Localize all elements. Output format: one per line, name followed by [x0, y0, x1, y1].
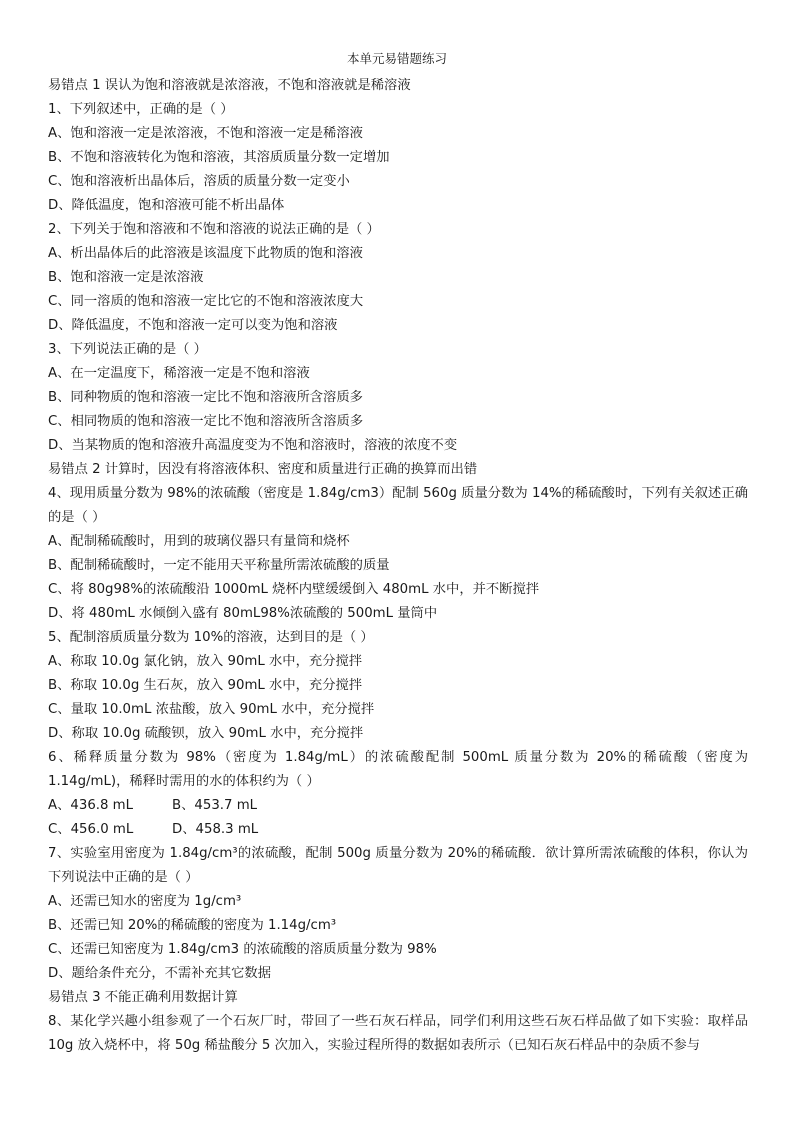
question-4-option-b: B、配制稀硫酸时，一定不能用天平称量所需浓硫酸的质量 — [48, 558, 390, 573]
question-1-option-d: D、降低温度，饱和溶液可能不析出晶体 — [48, 198, 285, 213]
question-4-option-a: A、配制稀硫酸时，用到的玻璃仪器只有量筒和烧杯 — [48, 534, 350, 549]
question-2-option-a: A、析出晶体后的此溶液是该温度下此物质的饱和溶液 — [48, 246, 363, 261]
question-2-option-d: D、降低温度，不饱和溶液一定可以变为饱和溶液 — [48, 318, 338, 333]
page-title: 本单元易错题练习 — [346, 51, 447, 66]
question-3-option-c: C、相同物质的饱和溶液一定比不饱和溶液所含溶质多 — [48, 414, 364, 429]
question-7-option-a: A、还需已知水的密度为 1g/cm³ — [48, 894, 242, 909]
question-6-option-a: A、436.8 mL — [48, 798, 134, 813]
question-1-option-b: B、不饱和溶液转化为饱和溶液，其溶质质量分数一定增加 — [48, 150, 390, 165]
question-5-option-a: A、称取 10.0g 氯化钠，放入 90mL 水中，充分搅拌 — [48, 654, 363, 669]
question-5-stem: 5、配制溶质质量分数为 10%的溶液，达到目的是（ ） — [48, 630, 374, 645]
question-3-option-d: D、当某物质的饱和溶液升高温度变为不饱和溶液时，溶液的浓度不变 — [48, 438, 458, 453]
question-7-option-c: C、还需已知密度为 1.84g/cm3 的浓硫酸的溶质质量分数为 98% — [48, 942, 437, 957]
section-heading-3: 易错点 3 不能正确利用数据计算 — [48, 990, 238, 1005]
question-7-stem: 7、实验室用密度为 1.84g/cm³的浓硫酸，配制 500g 质量分数为 20%的稀硫酸．欲计算所需浓硫酸的体积，你认为下列说法中正确的是（ ） — [48, 846, 748, 885]
question-3-stem: 3、下列说法正确的是（ ） — [48, 342, 207, 357]
section-heading-1: 易错点 1 误认为饱和溶液就是浓溶液，不饱和溶液就是稀溶液 — [48, 78, 411, 93]
question-6-stem: 6、稀释质量分数为 98%（密度为 1.84g/mL）的浓硫酸配制 500mL 质量分数为 20%的稀硫酸（密度为 1.14g/mL)，稀释时需用的水的体积约为（ ） — [48, 750, 748, 789]
question-6-option-b: B、453.7 mL — [172, 798, 258, 813]
question-5-option-d: D、称取 10.0g 硫酸钡，放入 90mL 水中，充分搅拌 — [48, 726, 364, 741]
question-4-option-d: D、将 480mL 水倾倒入盛有 80mL98%浓硫酸的 500mL 量筒中 — [48, 606, 438, 621]
question-6-option-d: D、458.3 mL — [172, 822, 259, 837]
question-4-stem: 4、现用质量分数为 98%的浓硫酸（密度是 1.84g/cm3）配制 560g 质量分数为 14%的稀硫酸时，下列有关叙述正确的是（ ） — [48, 486, 748, 525]
question-2-option-c: C、同一溶质的饱和溶液一定比它的不饱和溶液浓度大 — [48, 294, 364, 309]
question-8-stem: 8、某化学兴趣小组参观了一个石灰厂时，带回了一些石灰石样品，同学们利用这些石灰石样品做了如下实验：取样品 10g 放入烧杯中，将 50g 稀盐酸分 5 次加入，实验过程所得的数据如表所示（已知石灰石样品中的杂质不参与 — [48, 1014, 748, 1053]
question-4-option-c: C、将 80g98%的浓硫酸沿 1000mL 烧杯内壁缓缓倒入 480mL 水中，并不断搅拌 — [48, 582, 540, 597]
question-1-stem: 1、下列叙述中，正确的是（ ） — [48, 102, 234, 117]
question-6-options-row-2 — [48, 818, 748, 842]
question-5-option-b: B、称取 10.0g 生石灰，放入 90mL 水中，充分搅拌 — [48, 678, 363, 693]
question-3-option-a: A、在一定温度下，稀溶液一定是不饱和溶液 — [48, 366, 310, 381]
question-2-stem: 2、下列关于饱和溶液和不饱和溶液的说法正确的是（ ） — [48, 222, 380, 237]
question-1-option-a: A、饱和溶液一定是浓溶液，不饱和溶液一定是稀溶液 — [48, 126, 363, 141]
question-2-option-b: B、饱和溶液一定是浓溶液 — [48, 270, 204, 285]
question-3-option-b: B、同种物质的饱和溶液一定比不饱和溶液所含溶质多 — [48, 390, 363, 405]
question-6-option-c: C、456.0 mL — [48, 822, 134, 837]
question-6-options-row-1 — [48, 794, 748, 818]
document-body — [48, 74, 748, 1058]
question-5-option-c: C、量取 10.0mL 浓盐酸，放入 90mL 水中，充分搅拌 — [48, 702, 375, 717]
section-heading-2: 易错点 2 计算时，因没有将溶液体积、密度和质量进行正确的换算而出错 — [48, 462, 478, 477]
question-7-option-b: B、还需已知 20%的稀硫酸的密度为 1.14g/cm³ — [48, 918, 337, 933]
question-1-option-c: C、饱和溶液析出晶体后，溶质的质量分数一定变小 — [48, 174, 350, 189]
question-7-option-d: D、题给条件充分，不需补充其它数据 — [48, 966, 271, 981]
